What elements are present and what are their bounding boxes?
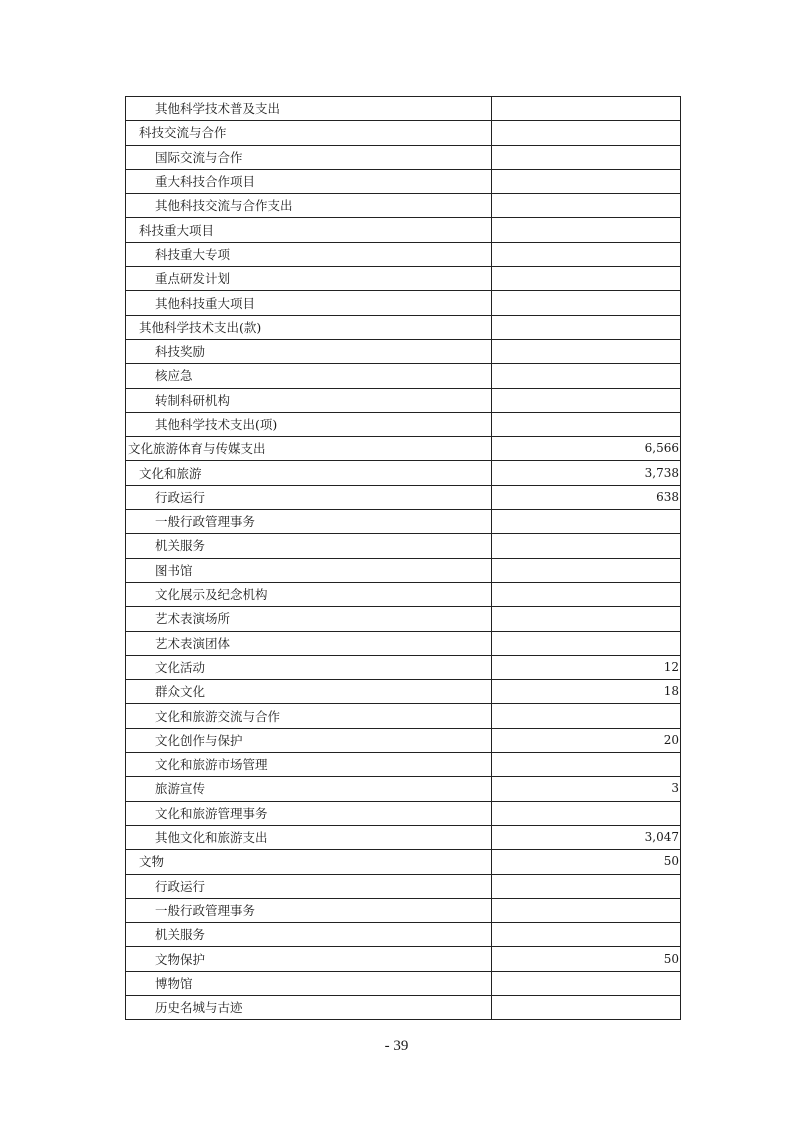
row-item-amount: [492, 121, 681, 145]
table-row: [126, 947, 681, 971]
row-item-amount: 3: [492, 777, 681, 801]
page-number: - 39: [384, 1038, 409, 1054]
row-item-amount: [492, 339, 681, 363]
table-row: [126, 704, 681, 728]
row-item-name: 其他文化和旅游支出: [126, 825, 492, 849]
row-item-amount: [492, 582, 681, 606]
row-item-amount: [492, 995, 681, 1019]
table-row: [126, 169, 681, 193]
row-item-amount: [492, 364, 681, 388]
row-item-name: 博物馆: [126, 971, 492, 995]
row-item-amount: [492, 169, 681, 193]
row-item-name: 文化活动: [126, 655, 492, 679]
table-row: [126, 145, 681, 169]
row-item-name: 其他科技重大项目: [126, 291, 492, 315]
row-item-name: 文化和旅游市场管理: [126, 753, 492, 777]
table-row: [126, 218, 681, 242]
table-row: [126, 558, 681, 582]
row-item-name: 其他科学技术普及支出: [126, 97, 492, 121]
table-row: [126, 825, 681, 849]
table-row: [126, 97, 681, 121]
table-row: [126, 534, 681, 558]
table-row: [126, 923, 681, 947]
row-item-amount: [492, 194, 681, 218]
table-row: [126, 995, 681, 1019]
row-item-amount: 6,566: [492, 437, 681, 461]
table-row: [126, 121, 681, 145]
row-item-amount: [492, 971, 681, 995]
row-item-name: 科技交流与合作: [126, 121, 492, 145]
table-row: [126, 364, 681, 388]
row-item-name: 行政运行: [126, 874, 492, 898]
row-item-amount: [492, 267, 681, 291]
row-item-amount: [492, 898, 681, 922]
table-row: [126, 728, 681, 752]
row-item-name: 科技重大项目: [126, 218, 492, 242]
table-row: [126, 971, 681, 995]
row-item-name: 转制科研机构: [126, 388, 492, 412]
table-row: [126, 850, 681, 874]
row-item-name: 其他科学技术支出(项): [126, 412, 492, 436]
row-item-name: 机关服务: [126, 534, 492, 558]
row-item-amount: 18: [492, 680, 681, 704]
table-row: [126, 753, 681, 777]
row-item-name: 图书馆: [126, 558, 492, 582]
row-item-amount: [492, 510, 681, 534]
row-item-amount: 638: [492, 485, 681, 509]
table-row: [126, 437, 681, 461]
row-item-amount: [492, 412, 681, 436]
row-item-amount: 3,738: [492, 461, 681, 485]
table-row: [126, 485, 681, 509]
table-row: [126, 874, 681, 898]
row-item-name: 群众文化: [126, 680, 492, 704]
row-item-amount: [492, 874, 681, 898]
table-row: [126, 388, 681, 412]
row-item-name: 艺术表演团体: [126, 631, 492, 655]
row-item-name: 艺术表演场所: [126, 607, 492, 631]
row-item-amount: [492, 704, 681, 728]
row-item-amount: [492, 923, 681, 947]
row-item-amount: 12: [492, 655, 681, 679]
row-item-amount: [492, 145, 681, 169]
row-item-name: 其他科学技术支出(款): [126, 315, 492, 339]
table-row: [126, 655, 681, 679]
row-item-amount: [492, 97, 681, 121]
row-item-name: 一般行政管理事务: [126, 510, 492, 534]
row-item-name: 文化和旅游: [126, 461, 492, 485]
row-item-amount: 20: [492, 728, 681, 752]
row-item-amount: [492, 291, 681, 315]
budget-table: [125, 96, 681, 1020]
row-item-name: 其他科技交流与合作支出: [126, 194, 492, 218]
table-row: [126, 607, 681, 631]
row-item-amount: [492, 388, 681, 412]
table-row: [126, 291, 681, 315]
table-row: [126, 510, 681, 534]
row-item-name: 重大科技合作项目: [126, 169, 492, 193]
row-item-amount: [492, 218, 681, 242]
row-item-name: 重点研发计划: [126, 267, 492, 291]
row-item-name: 文物: [126, 850, 492, 874]
row-item-name: 文物保护: [126, 947, 492, 971]
table-row: [126, 582, 681, 606]
table-row: [126, 194, 681, 218]
row-item-amount: 50: [492, 850, 681, 874]
budget-table-body: [126, 97, 681, 1020]
table-row: [126, 898, 681, 922]
row-item-amount: [492, 753, 681, 777]
table-row: [126, 242, 681, 266]
row-item-name: 行政运行: [126, 485, 492, 509]
table-row: [126, 267, 681, 291]
table-row: [126, 631, 681, 655]
row-item-amount: 50: [492, 947, 681, 971]
table-row: [126, 801, 681, 825]
row-item-name: 机关服务: [126, 923, 492, 947]
row-item-name: 文化和旅游管理事务: [126, 801, 492, 825]
row-item-amount: [492, 315, 681, 339]
row-item-name: 科技奖励: [126, 339, 492, 363]
row-item-amount: [492, 534, 681, 558]
table-row: [126, 777, 681, 801]
row-item-amount: [492, 242, 681, 266]
row-item-amount: [492, 558, 681, 582]
table-row: [126, 412, 681, 436]
row-item-amount: [492, 801, 681, 825]
row-item-amount: [492, 631, 681, 655]
row-item-name: 历史名城与古迹: [126, 995, 492, 1019]
row-item-name: 文化旅游体育与传媒支出: [126, 437, 492, 461]
row-item-name: 文化创作与保护: [126, 728, 492, 752]
table-row: [126, 315, 681, 339]
row-item-amount: 3,047: [492, 825, 681, 849]
row-item-name: 文化和旅游交流与合作: [126, 704, 492, 728]
table-row: [126, 339, 681, 363]
row-item-name: 国际交流与合作: [126, 145, 492, 169]
row-item-name: 一般行政管理事务: [126, 898, 492, 922]
row-item-name: 核应急: [126, 364, 492, 388]
row-item-name: 旅游宣传: [126, 777, 492, 801]
row-item-amount: [492, 607, 681, 631]
row-item-name: 科技重大专项: [126, 242, 492, 266]
table-row: [126, 680, 681, 704]
row-item-name: 文化展示及纪念机构: [126, 582, 492, 606]
table-row: [126, 461, 681, 485]
